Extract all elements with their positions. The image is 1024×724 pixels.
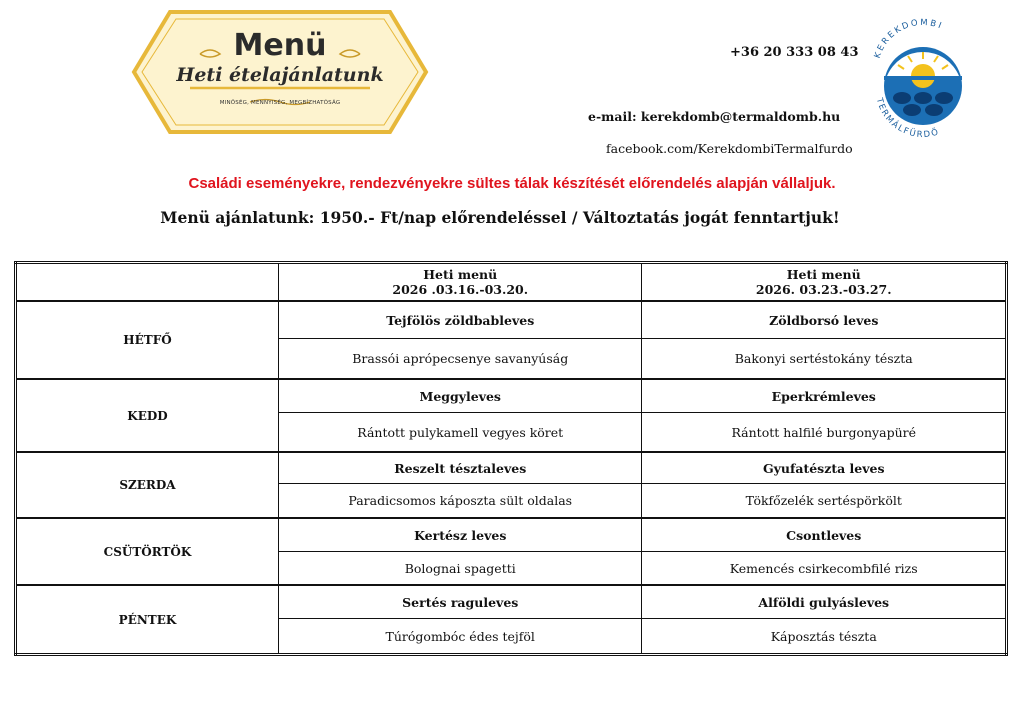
weekly-menu-table <box>14 261 1008 656</box>
week1-main: Rántott pulykamell vegyes köret <box>279 413 642 453</box>
week2-soup: Csontleves <box>642 518 1007 552</box>
table-row <box>16 379 1007 413</box>
week2-dates: 2026. 03.23.-03.27. <box>755 282 892 297</box>
week1-soup: Tejfölös zöldbableves <box>279 301 642 339</box>
week1-dates: 2026 .03.16.-03.20. <box>392 282 529 297</box>
week2-main: Kemencés csirkecombfilé rizs <box>642 552 1007 586</box>
menu-badge <box>130 8 430 136</box>
week2-title: Heti menü <box>786 267 861 282</box>
week1-soup: Meggyleves <box>279 379 642 413</box>
week2-soup: Zöldborsó leves <box>642 301 1007 339</box>
badge-subtitle: Heti ételajánlatunk <box>176 64 384 86</box>
week1-soup: Kertész leves <box>279 518 642 552</box>
table-row <box>16 585 1007 619</box>
email-address: e-mail: kerekdomb@termaldomb.hu <box>588 109 841 124</box>
table-header-row <box>16 263 1007 302</box>
table-row <box>16 452 1007 484</box>
week2-main: Káposztás tészta <box>642 619 1007 655</box>
catering-notice: Családi eseményekre, rendezvényekre sültes tálak készítését előrendelés alapján vállaljuk. <box>188 175 836 192</box>
week1-main: Bolognai spagetti <box>279 552 642 586</box>
week2-main: Rántott halfilé burgonyapüré <box>642 413 1007 453</box>
facebook-link[interactable]: facebook.com/KerekdombiTermalfurdo <box>606 141 853 156</box>
week2-soup: Eperkrémleves <box>642 379 1007 413</box>
table-row <box>16 518 1007 552</box>
badge-title: Menü <box>233 28 327 63</box>
week1-main: Túrógombóc édes tejföl <box>279 619 642 655</box>
week2-soup: Alföldi gulyásleves <box>642 585 1007 619</box>
kerekdombi-logo <box>868 4 978 154</box>
week1-title: Heti menü <box>423 267 498 282</box>
logo-top-text: KEREKDOMBI <box>872 17 945 60</box>
table-row <box>16 301 1007 339</box>
menu-offer: Menü ajánlatunk: 1950.- Ft/nap előrendeléssel / Változtatás jogát fenntartjuk! <box>160 208 840 227</box>
week2-main: Bakonyi sertéstokány tészta <box>642 339 1007 379</box>
week2-main: Tökfőzelék sertéspörkölt <box>642 484 1007 519</box>
badge-tagline: MINŐSÉG, MENNYISÉG, MEGBÍZHATÓSÁG <box>219 100 341 106</box>
spa-logo-icon <box>868 4 978 154</box>
day-label: SZERDA <box>16 452 279 518</box>
phone-number: +36 20 333 08 43 <box>730 45 859 60</box>
day-label: KEDD <box>16 379 279 452</box>
day-label: PÉNTEK <box>16 585 279 655</box>
logo-bottom-text: TERMÁLFÜRDŐ <box>873 96 941 141</box>
day-label: CSÜTÖRTÖK <box>16 518 279 585</box>
week1-main: Paradicsomos káposzta sült oldalas <box>279 484 642 519</box>
week2-header <box>642 263 1007 302</box>
week2-soup: Gyufatészta leves <box>642 452 1007 484</box>
week1-soup: Sertés raguleves <box>279 585 642 619</box>
header-empty-cell <box>16 263 279 302</box>
week1-header <box>279 263 642 302</box>
day-label: HÉTFŐ <box>16 301 279 379</box>
week1-main: Brassói aprópecsenye savanyúság <box>279 339 642 379</box>
week1-soup: Reszelt tésztaleves <box>279 452 642 484</box>
